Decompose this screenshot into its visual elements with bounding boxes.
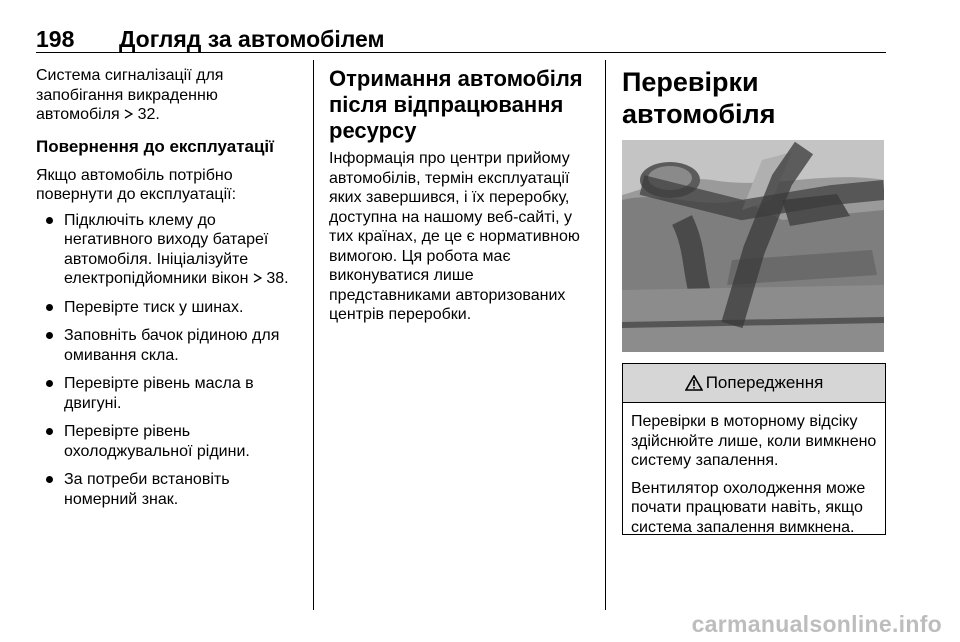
column-left <box>36 66 301 518</box>
bullet-icon <box>46 304 53 311</box>
section-heading: Перевірки автомобіля <box>622 67 776 129</box>
page-reference-arrow-icon <box>124 109 133 119</box>
section-paragraph: Якщо автомобіль потрібно повернути до експлуатації: <box>36 166 237 203</box>
page-title: Догляд за автомобілем <box>119 26 385 52</box>
header-rule <box>36 52 886 53</box>
bullet-icon <box>46 332 53 339</box>
column-divider <box>313 60 314 610</box>
page-number: 198 <box>36 26 75 52</box>
warning-box <box>622 363 886 535</box>
list-item: Підключіть клему до негативного виходу батареї автомобіля. Ініціалізуйте електропідйомники вікон 38. <box>36 211 301 289</box>
warning-paragraph: Перевірки в моторному відсіку здійснюйте лише, коли вимкнено систему запалення. <box>631 413 877 469</box>
page-header <box>36 26 886 54</box>
bullet-icon <box>46 217 53 224</box>
warning-title: Попередження <box>705 373 824 392</box>
warning-triangle-icon <box>685 375 703 391</box>
list-item: Перевірте рівень охолоджувальної рідини. <box>36 422 301 461</box>
list-item: За потреби встановіть номерний знак. <box>36 470 301 509</box>
page-ref: 38. <box>266 270 289 287</box>
bullet-icon <box>46 476 53 483</box>
bullet-icon <box>46 380 53 387</box>
warning-header <box>623 364 885 403</box>
section-heading: Повернення до експлуатації <box>36 136 274 156</box>
warning-body <box>623 403 885 537</box>
engine-bay-photo-icon <box>622 140 884 352</box>
list-item: Заповніть бачок рідиною для омивання скла. <box>36 326 301 365</box>
list-item: Перевірте рівень масла в двигуні. <box>36 374 301 413</box>
bullet-icon <box>46 428 53 435</box>
column-divider <box>605 60 606 610</box>
page-reference-arrow-icon <box>253 273 262 283</box>
section-heading: Отримання автомобіля після відпрацювання ресурсу <box>329 66 583 143</box>
watermark: carmanualsonline.info <box>691 611 942 637</box>
section-paragraph: Інформація про центри прийому автомобілів, термін експлуатації яких завершився, і їх переробку, доступна на нашому веб-сайті, у тих країнах, де це є нормативною вимогою. Ця робота має виконуватися лише представниками авторизованих центрів переробки. <box>329 150 580 323</box>
list-item: Перевірте тиск у шинах. <box>36 298 301 318</box>
column-middle <box>329 66 591 325</box>
page-ref: 32. <box>137 106 160 123</box>
warning-paragraph: Вентилятор охолодження може почати працювати навіть, якщо система запалення вимкнена. <box>631 479 866 536</box>
intro-paragraph: Система сигналізації для запобігання викраденню автомобіля 32. <box>36 67 224 123</box>
bullet-list <box>36 211 301 510</box>
